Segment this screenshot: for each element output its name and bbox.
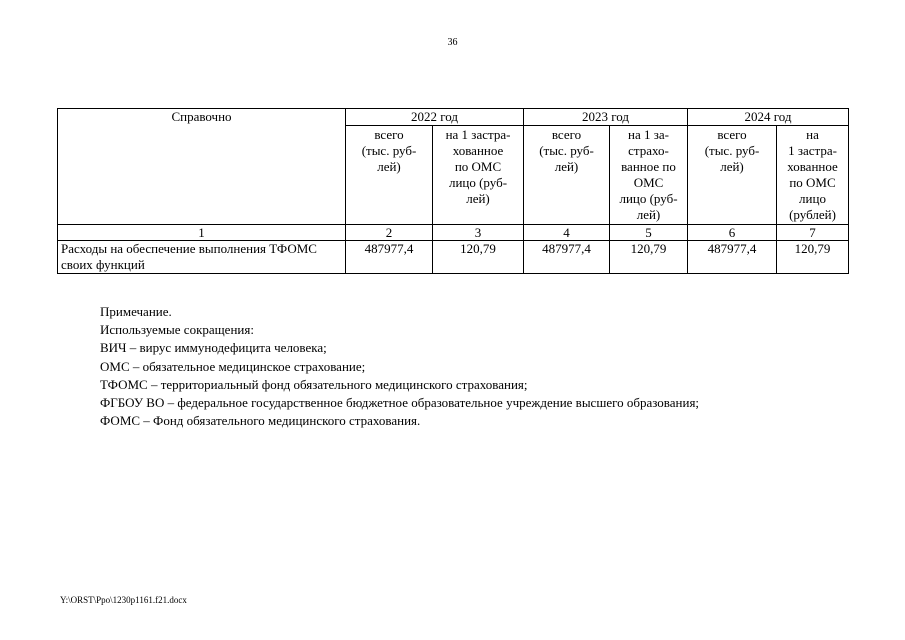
abbreviation-item: ВИЧ – вирус иммунодефицита человека; xyxy=(100,340,327,356)
column-number: 2 xyxy=(346,225,433,241)
abbreviations-title: Используемые сокращения: xyxy=(100,322,254,338)
abbreviation-item: ФГБОУ ВО – федеральное государственное бюджетное образовательное учреждение высшего образования; xyxy=(100,395,700,411)
row-label: Расходы на обеспечение выполнения ТФОМС своих функций xyxy=(58,241,346,274)
column-number: 5 xyxy=(610,225,688,241)
subheader-2023-total: всего (тыс. руб- лей) xyxy=(524,126,610,225)
column-number: 7 xyxy=(777,225,849,241)
subheader-2024-total: всего (тыс. руб- лей) xyxy=(688,126,777,225)
abbreviation-item: ОМС – обязательное медицинское страхование; xyxy=(100,358,366,374)
cell-value: 120,79 xyxy=(433,241,524,274)
abbreviation-item: ТФОМС – территориальный фонд обязательного медицинского страхования; xyxy=(100,376,528,392)
subheader-2022-total: всего (тыс. руб- лей) xyxy=(346,126,433,225)
footer-file-path: Y:\ORST\Ppo\1230p1161.f21.docx xyxy=(60,595,187,605)
reference-table xyxy=(57,108,849,274)
cell-value: 487977,4 xyxy=(524,241,610,274)
table-header-row xyxy=(58,109,849,126)
column-number: 3 xyxy=(433,225,524,241)
column-number-row xyxy=(58,225,849,241)
year-header-2023: 2023 год xyxy=(524,109,688,126)
cell-value: 487977,4 xyxy=(688,241,777,274)
table-row xyxy=(58,241,849,274)
year-header-2022: 2022 год xyxy=(346,109,524,126)
cell-value: 487977,4 xyxy=(346,241,433,274)
corner-header-cell: Справочно xyxy=(58,109,346,225)
column-number: 6 xyxy=(688,225,777,241)
subheader-2024-per-insured: на 1 застра- хованное по ОМС лицо (рублей) xyxy=(777,126,849,225)
cell-value: 120,79 xyxy=(610,241,688,274)
year-header-2024: 2024 год xyxy=(688,109,849,126)
subheader-2022-per-insured: на 1 застра- хованное по ОМС лицо (руб- лей) xyxy=(433,126,524,225)
column-number: 4 xyxy=(524,225,610,241)
column-number: 1 xyxy=(58,225,346,241)
notes-section xyxy=(100,303,860,430)
subheader-2023-per-insured: на 1 за- страхо- ванное по ОМС лицо (руб- лей) xyxy=(610,126,688,225)
abbreviation-item: ФОМС – Фонд обязательного медицинского страхования. xyxy=(100,413,421,429)
cell-value: 120,79 xyxy=(777,241,849,274)
page-number: 36 xyxy=(447,37,458,48)
notes-heading: Примечание. xyxy=(100,304,172,319)
